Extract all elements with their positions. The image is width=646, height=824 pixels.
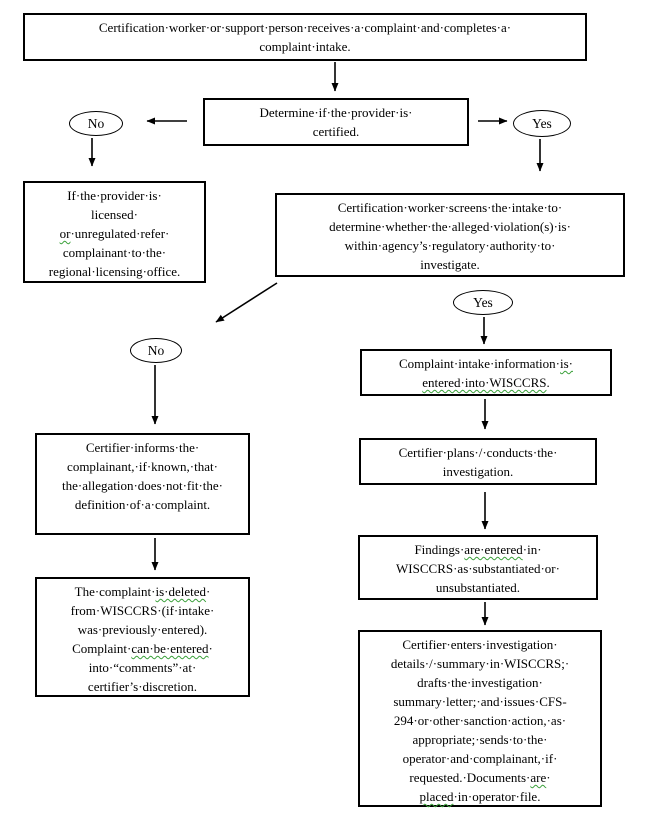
- decision-oval-yes-2: [453, 290, 513, 315]
- flow-box-complaint-intake: Certification·worker·or·support·person·receives·a·complaint·and·completes·a· complaint·intake.: [23, 13, 587, 61]
- decision-label-no-1: No: [87, 115, 105, 131]
- flow-box-wisccrs-entry: Complaint·intake·information·is· entered·into·WISCCRS.: [360, 349, 612, 396]
- flow-box-worker-screens-intake: Certification·worker·screens·the·intake·to· determine·whether·the·alleged·violation(s)·is· within·agency’s·regulatory·authority·to· investigate.: [275, 193, 625, 277]
- decision-oval-no-1: [69, 111, 123, 136]
- flow-box-determine-certified: Determine·if·the·provider·is· certified.: [203, 98, 469, 146]
- flow-box-plans-investigation: Certifier·plans·/·conducts·the· investigation.: [359, 438, 597, 485]
- flow-box-informs-complainant: Certifier·informs·the· complainant,·if·known,·that· the·allegation·does·not·fit·the· definition·of·a·complaint.: [35, 433, 250, 535]
- decision-label-yes-2: Yes: [473, 294, 493, 310]
- flow-box-findings-entered: Findings·are·entered·in· WISCCRS·as·substantiated·or· unsubstantiated.: [358, 535, 598, 600]
- flow-box-complaint-deleted: The·complaint·is·deleted· from·WISCCRS·(if·intake· was·previously·entered). Complaint·can·be·entered· into·“comments”·at· certifier’s·discretion.: [35, 577, 250, 697]
- flow-box-final-summary: Certifier·enters·investigation· details·/·summary·in·WISCCRS;· drafts·the·investigation· summary·letter;·and·issues·CFS- 294·or·other·sanction·action,·as· appropriate;·sends·to·the· operator·and·complainant,·if· requested.·Documents·are· placed·in·operator·file.: [358, 630, 602, 807]
- decision-oval-no-2: [130, 338, 182, 363]
- arrow-screens-to-no-diagonal: [216, 283, 277, 322]
- decision-label-no-2: No: [147, 342, 165, 358]
- decision-oval-yes-1: [513, 110, 571, 137]
- flow-box-refer-licensing: If·the·provider·is· licensed· or·unregulated·refer· complainant·to·the· regional·licensing·office.: [23, 181, 206, 283]
- decision-label-yes-1: Yes: [532, 115, 552, 131]
